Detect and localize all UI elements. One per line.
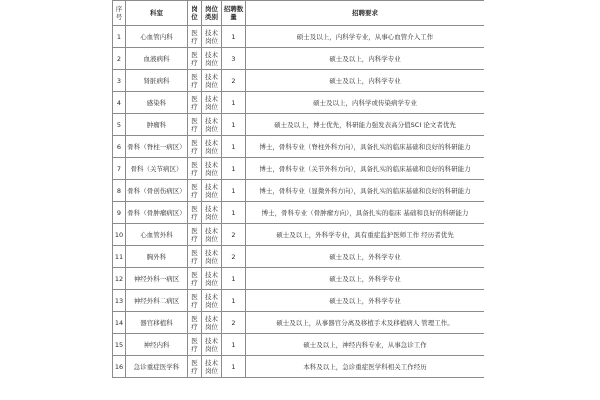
cell-post: 医疗 [188, 334, 202, 356]
cell-requirements: 硕士及以上，内科学专业，从事心血管介入工作 [246, 26, 485, 48]
cell-department: 心血管内科 [126, 26, 188, 48]
cell-number: 2 [113, 48, 126, 70]
cell-requirements: 硕士及以上，外科学专业 [246, 246, 485, 268]
cell-recruit-count: 1 [222, 180, 246, 202]
cell-requirements: 硕士及以上，外科学专业 [246, 290, 485, 312]
cell-department: 神经外科一病区 [126, 268, 188, 290]
cell-post-category: 技术岗位 [202, 48, 222, 70]
cell-requirements: 硕士及以上，外科学专业 [246, 268, 485, 290]
cell-number: 10 [113, 224, 126, 246]
cell-post: 医疗 [188, 290, 202, 312]
cell-requirements: 本科及以上，急诊重症医学科相关工作经历 [246, 356, 485, 378]
cell-number: 9 [113, 202, 126, 224]
cell-post: 医疗 [188, 268, 202, 290]
cell-recruit-count: 1 [222, 334, 246, 356]
cell-requirements: 硕士及以上，博士优先，科研能力强发表高分值SCI 论文者优先 [246, 114, 485, 136]
cell-number: 15 [113, 334, 126, 356]
cell-post-category: 技术岗位 [202, 290, 222, 312]
cell-post-category: 技术岗位 [202, 312, 222, 334]
cell-number: 6 [113, 136, 126, 158]
cell-department: 骨科（脊柱一病区） [126, 136, 188, 158]
cell-number: 12 [113, 268, 126, 290]
table-row [113, 268, 485, 290]
cell-post-category: 技术岗位 [202, 202, 222, 224]
table-row [113, 246, 485, 268]
cell-department: 肾脏病科 [126, 70, 188, 92]
cell-recruit-count: 1 [222, 268, 246, 290]
cell-number: 11 [113, 246, 126, 268]
table-body [113, 26, 485, 378]
table-row [113, 202, 485, 224]
cell-department: 骨科（骨肿瘤病区） [126, 202, 188, 224]
cell-recruit-count: 2 [222, 224, 246, 246]
cell-requirements: 硕士及以上，外科学专业，具有重症监护医师工作 经历者优先 [246, 224, 485, 246]
cell-post: 医疗 [188, 246, 202, 268]
cell-department: 胸外科 [126, 246, 188, 268]
cell-post: 医疗 [188, 356, 202, 378]
cell-post: 医疗 [188, 114, 202, 136]
cell-recruit-count: 1 [222, 26, 246, 48]
cell-recruit-count: 1 [222, 136, 246, 158]
cell-requirements: 博士，骨科专业（显微外科方向），具备扎实的临床基础和良好的科研能力 [246, 180, 485, 202]
recruitment-table [112, 0, 484, 378]
header-number: 序号 [113, 1, 126, 26]
cell-number: 8 [113, 180, 126, 202]
cell-recruit-count: 1 [222, 202, 246, 224]
cell-post-category: 技术岗位 [202, 92, 222, 114]
table-row [113, 334, 485, 356]
cell-post-category: 技术岗位 [202, 268, 222, 290]
cell-department: 血液病科 [126, 48, 188, 70]
cell-post: 医疗 [188, 92, 202, 114]
cell-post-category: 技术岗位 [202, 246, 222, 268]
cell-requirements: 硕士及以上，内科学专业 [246, 48, 485, 70]
cell-post-category: 技术岗位 [202, 158, 222, 180]
cell-requirements: 博士，骨科专业（脊柱外科方向），具备扎实的临床基础和良好的科研能力 [246, 136, 485, 158]
header-department: 科室 [126, 1, 188, 26]
cell-recruit-count: 3 [222, 48, 246, 70]
cell-post-category: 技术岗位 [202, 26, 222, 48]
table-row [113, 48, 485, 70]
cell-recruit-count: 2 [222, 312, 246, 334]
cell-number: 7 [113, 158, 126, 180]
cell-recruit-count: 2 [222, 246, 246, 268]
cell-number: 16 [113, 356, 126, 378]
recruitment-table-sheet [112, 0, 484, 400]
cell-requirements: 博士，骨科专业（关节外科方向），具备扎实的临床基础和良好的科研能力 [246, 158, 485, 180]
cell-department: 器官移植科 [126, 312, 188, 334]
cell-department: 骨科（骨创伤病区） [126, 180, 188, 202]
cell-post: 医疗 [188, 26, 202, 48]
header-recruit-count: 招聘数量 [222, 1, 246, 26]
cell-post: 医疗 [188, 224, 202, 246]
cell-department: 神经内科 [126, 334, 188, 356]
header-requirements: 招聘要求 [246, 1, 485, 26]
table-row [113, 224, 485, 246]
table-row [113, 114, 485, 136]
cell-post-category: 技术岗位 [202, 224, 222, 246]
table-row [113, 290, 485, 312]
cell-department: 肿瘤科 [126, 114, 188, 136]
cell-post: 医疗 [188, 48, 202, 70]
table-row [113, 312, 485, 334]
cell-number: 14 [113, 312, 126, 334]
cell-post: 医疗 [188, 136, 202, 158]
cell-post-category: 技术岗位 [202, 136, 222, 158]
table-row [113, 158, 485, 180]
cell-post: 医疗 [188, 158, 202, 180]
cell-department: 神经外科二病区 [126, 290, 188, 312]
cell-department: 急诊重症医学科 [126, 356, 188, 378]
cell-department: 感染科 [126, 92, 188, 114]
cell-department: 心血管外科 [126, 224, 188, 246]
table-row [113, 180, 485, 202]
cell-requirements: 硕士及以上，从事器官分离及移植手术及移植病人 管理工作。 [246, 312, 485, 334]
cell-number: 3 [113, 70, 126, 92]
cell-post-category: 技术岗位 [202, 180, 222, 202]
cell-number: 5 [113, 114, 126, 136]
cell-number: 13 [113, 290, 126, 312]
cell-recruit-count: 1 [222, 356, 246, 378]
cell-recruit-count: 1 [222, 114, 246, 136]
cell-number: 1 [113, 26, 126, 48]
cell-post-category: 技术岗位 [202, 114, 222, 136]
cell-post: 医疗 [188, 180, 202, 202]
cell-recruit-count: 1 [222, 92, 246, 114]
cell-post-category: 技术岗位 [202, 356, 222, 378]
cell-requirements: 硕士及以上，神经内科专业，从事急诊工作 [246, 334, 485, 356]
cell-post: 医疗 [188, 202, 202, 224]
cell-recruit-count: 1 [222, 158, 246, 180]
table-row [113, 92, 485, 114]
cell-post-category: 技术岗位 [202, 334, 222, 356]
header-post-category: 岗位类别 [202, 1, 222, 26]
cell-department: 骨科（关节病区） [126, 158, 188, 180]
table-row [113, 356, 485, 378]
cell-number: 4 [113, 92, 126, 114]
cell-post: 医疗 [188, 70, 202, 92]
cell-post: 医疗 [188, 312, 202, 334]
header-post: 岗位 [188, 1, 202, 26]
table-row [113, 70, 485, 92]
table-row [113, 136, 485, 158]
cell-post-category: 技术岗位 [202, 70, 222, 92]
cell-recruit-count: 2 [222, 70, 246, 92]
table-header-row [113, 1, 485, 26]
cell-requirements: 硕士及以上，内科学专业 [246, 70, 485, 92]
table-row [113, 26, 485, 48]
cell-requirements: 博士，骨科专业（骨肿瘤方向），具备扎实的临床 基础和良好的科研能力 [246, 202, 485, 224]
cell-requirements: 硕士及以上，内科学或传染病学专业 [246, 92, 485, 114]
cell-recruit-count: 1 [222, 290, 246, 312]
